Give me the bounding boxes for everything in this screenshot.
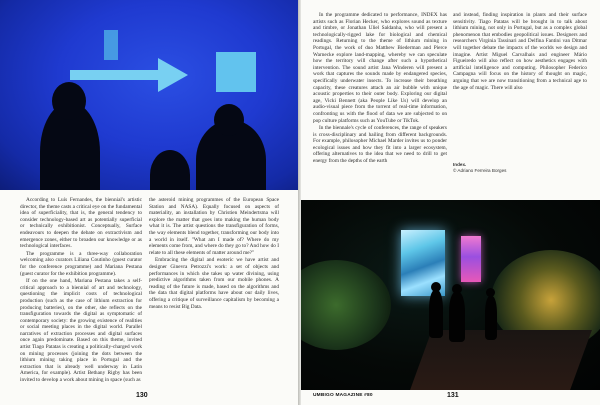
- paragraph: the asteroid mining programmes of the European Space Station and NASA). Equally focused on aspects of materiality, an installation by Christien Meindertsma will explore the matter that goes into making the human body what it is. The artist questions the transfiguration of forms, the way elements blend together, transforming our body into a world in itself. "What am I made of? Where do my elements come from, and where do they go to? And how do I relate to all these elements of matter around me?": [149, 197, 279, 256]
- paragraph: Embracing the digital and esoteric we have artist and designer Ginevra Petrozzi's work: a set of objects and performances in which she takes up water divining, using predictive algorithms taken from our mobile phones. A reading of the future is made, based on the algorithms and the data that digital platforms have about our daily lives, offering a critique of surveillance capitalism by becoming a means to resist Big Data.: [149, 257, 279, 310]
- photo-caption: [453, 162, 583, 174]
- visitor-silhouette: [150, 150, 190, 190]
- visitor-silhouette-head: [52, 82, 86, 120]
- night-installation-photo: [301, 200, 600, 390]
- tree-foliage: [301, 260, 391, 350]
- left-page: [0, 0, 298, 405]
- left-text-column-2: [149, 197, 279, 322]
- visitor-silhouette: [449, 292, 465, 342]
- ground-path: [410, 330, 592, 390]
- paragraph: In the biennale's cycle of conferences, the range of speakers is cross-disciplinary and hailing from different backgrounds. For example, philosopher Michael Marder invites us to ponder ecological issues and how they fit into a larger ecosystem, offering alternatives to the idea that we need to drill to get energy from the depths of the earth: [313, 125, 447, 165]
- projection-square: [216, 52, 256, 92]
- exhibition-blue-projection-photo: [0, 0, 298, 190]
- page-number: 130: [136, 392, 148, 399]
- paragraph: If on the one hand, Mariana Pestana takes a self-critical approach to a biennial of art and technology, questioning the implicit costs of technological production (such as the case of lithium extraction for producing batteries), on the other, she reflects on the transfiguration towards the digital as symptomatic of contemporary society: the growing existence of realities or social meeting places in the digital world. Parallel narratives of extraction processes and digital surfaces once again predominate. Based on this theme, invited artist Tiago Patatas is creating a politically-charged work on mining processes (joining the dots between the lithium mining taking place in Portugal and the extraction that is already well underway in Latin America, for example). Artist Bethany Rigby has been invited to develop a work about mining in space (such as: [20, 278, 142, 384]
- left-text-column-1: [20, 197, 142, 389]
- visitor-silhouette: [485, 296, 497, 340]
- caption-title: Index.: [453, 162, 467, 167]
- visitor-silhouette-head: [486, 288, 495, 297]
- paragraph: According to Luís Fernandes, the biennial's artistic director, the theme casts a critical eye on the fundamental idea of superficiality, that is, the general tendency to consider technology-based art as potentially superficial or technically exhibitionist. Conceptually, Surface endeavours to deepen the debate on extractivism and emergence zones, either to broaden our knowledge or as technological interfaces.: [20, 197, 142, 250]
- right-text-column-2: [453, 12, 587, 132]
- paragraph: and instead, finding inspiration in plants and their surface sensitivity. Tiago Patatas will be brought in to talk about lithium mining, not only in Portugal, but as a complex global phenomenon that embodies geopolitical issues. Designers and researchers Virginia Tassinari and Delfina Fantini van Ditmar will together debate the impacts of the worlds we design and imagine. Artist Miguel Carvalhais and engineer Mário Figueiredo will also reflect on how aesthetics engages with artificial intelligence and computing. Philosopher Federico Campagna will focus on the history of thought on magic, arguing that we are now transitioning from a technical age to the age of magic. There will also: [453, 12, 587, 91]
- projection-arrow-shaft: [70, 70, 160, 80]
- visitor-silhouette: [429, 290, 443, 338]
- right-text-column-1: [313, 12, 447, 227]
- visitor-silhouette-head: [431, 282, 441, 292]
- caption-credit: © Adriano Ferreira Borges: [453, 168, 507, 173]
- projection-screen: [461, 236, 481, 282]
- magazine-label: UMBIGO MAGAZINE #80: [313, 393, 373, 398]
- visitor-silhouette-head: [452, 284, 462, 294]
- paragraph: In the programme dedicated to performance, INDEX has artists such as Florian Hecker, who explores sound as texture and timbre, or Jonathan Uliel Saldanha, who will present a technologically-rigged lake for biological and chemical readings. Returning to the theme of lithium mining in Portugal, the work of duo Matthew Biederman and Pierce Warnecke explore land-mapping, whereby we can speculate how the territory will change after such a hypothetical intervention. The sound artist Jana Winderen will present a work that captures the sounds made by endangered species, specifically underwater insects. To increase their breathing capacity, these creatures attach an air bubble with unique acoustic properties to their outer body. Exploring our digital age, Vicki Bennett (aka People Like Us) will develop an audio-visual piece from the torrent of real-time information, confronting us with the flood of data we are subjected to on pop culture platforms such as YouTube or TikTok.: [313, 12, 447, 124]
- projection-shape: [104, 30, 118, 60]
- right-page: [301, 0, 600, 405]
- projection-arrow-head: [158, 58, 188, 92]
- visitor-silhouette-head: [214, 104, 244, 136]
- page-number: 131: [447, 392, 459, 399]
- paragraph: The programme is a three-way collaboration welcoming also curators Liliana Coutinho (guest curator for the conference programme) and Mariana Pestana (guest curator for the exhibition programme).: [20, 250, 142, 277]
